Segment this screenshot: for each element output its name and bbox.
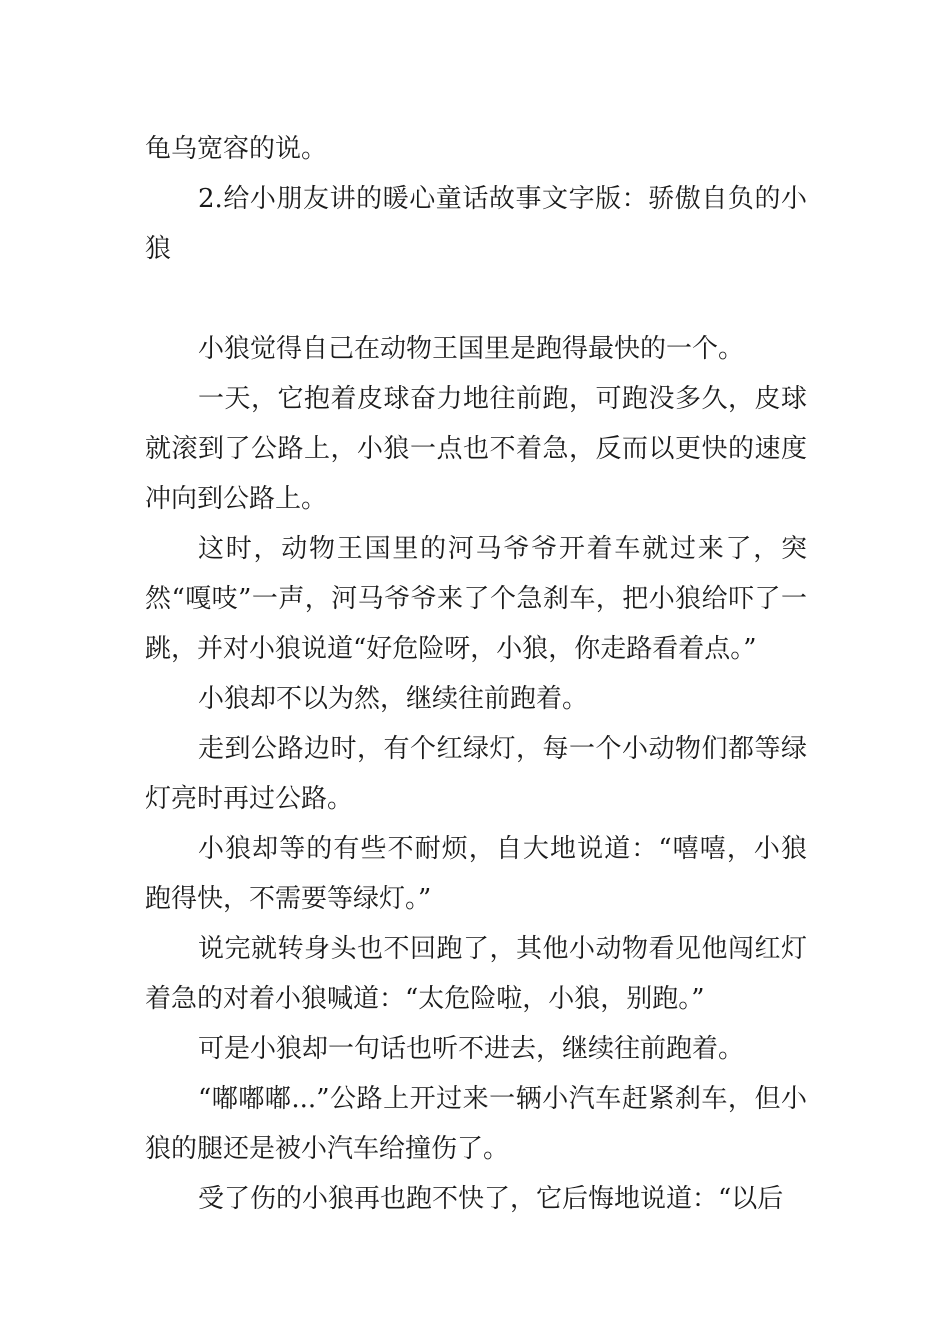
paragraph: 说完就转身头也不回跑了，其他小动物看见他闯红灯着急的对着小狼喊道：“太危险啦，小狼，别跑。” — [145, 934, 807, 1014]
blank-line — [145, 274, 807, 324]
paragraph: 这时，动物王国里的河马爷爷开着车就过来了，突然“嘎吱”一声，河马爷爷来了个急刹车，把小狼给吓了一跳，并对小狼说道“好危险呀，小狼，你走路看着点。” — [145, 534, 807, 664]
paragraph: 一天，它抱着皮球奋力地往前跑，可跑没多久，皮球就滚到了公路上，小狼一点也不着急，反而以更快的速度冲向到公路上。 — [145, 384, 807, 514]
story-heading: 2.给小朋友讲的暖心童话故事文字版：骄傲自负的小狼 — [145, 184, 807, 264]
paragraph-continuation: 龟乌宽容的说。 — [145, 134, 328, 164]
paragraph: 小狼觉得自己在动物王国里是跑得最快的一个。 — [198, 334, 745, 364]
paragraph: “嘟嘟嘟...”公路上开过来一辆小汽车赶紧刹车，但小狼的腿还是被小汽车给撞伤了。 — [145, 1084, 807, 1164]
paragraph: 小狼却等的有些不耐烦，自大地说道：“嘻嘻，小狼跑得快，不需要等绿灯。” — [145, 834, 807, 914]
paragraph: 可是小狼却一句话也听不进去，继续往前跑着。 — [198, 1034, 745, 1064]
paragraph: 小狼却不以为然，继续往前跑着。 — [198, 684, 589, 714]
paragraph: 受了伤的小狼再也跑不快了，它后悔地说道：“以后 — [198, 1184, 784, 1214]
paragraph: 走到公路边时，有个红绿灯，每一个小动物们都等绿灯亮时再过公路。 — [145, 734, 807, 814]
document-body — [145, 124, 807, 1224]
